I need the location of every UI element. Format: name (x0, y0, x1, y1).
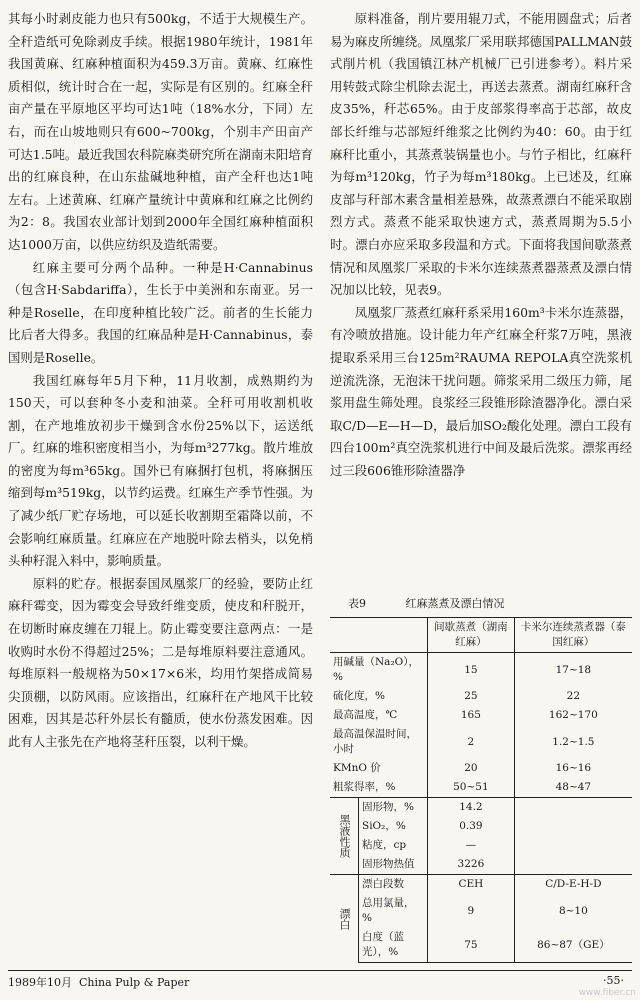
table-row (330, 725, 632, 759)
cell-kamyr: 48~47 (514, 778, 632, 798)
table-row (330, 836, 632, 855)
row-label: 用碱量（Na₂O），% (333, 656, 420, 683)
paragraph: 其每小时剥皮能力也只有500kg，不适于大规模生产。全秆造纸可免除剥皮手续。根据1980年统计，1981年我国黄麻、红麻种植面积为459.3万亩。黄麻、红麻性质相似，统计时合在一起，实际是有区别的。红麻全秆亩产量在平原地区平均可达1吨（18%水分，下同）左右，而在山坡地则只有600~700kg，个别丰产田亩产可达1.5吨。最近我国农科院麻类研究所在湖南未阳培育出的红麻良种，在山东盐碱地种植，亩产全秆也达1吨左右。上述黄麻、红麻产量统计中黄麻和红麻之比例约为2：8。我国农业部计划到2000年全国红麻种植面积达1000万亩，以供应纺织及造纸需要。 (8, 11, 313, 252)
paragraph: 原料的贮存。根据泰国凤凰浆厂的经验，要防止红麻秆霉变，因为霉变会导致纤维变质，使皮和秆脱开，在切断时麻皮缠在刀辊上。防止霉变要注意两点：一是收购时水份不得超过25%；二是每堆原料要注意通风。每堆原料一般规格为50×17×6米，均用竹架搭成简易尖顶棚，以防风雨。应该指出，红麻秆在产地风干比较困难，因其是芯秆外层长有髓质，使水份蒸发困难。因此有人主张先在产地将茎秆压裂，以利干燥。 (8, 575, 313, 749)
cell-kamyr (514, 817, 632, 836)
table-row (330, 817, 632, 836)
watermark: www.fiber.cn (578, 988, 636, 998)
table-row (330, 894, 632, 928)
table-row (330, 653, 632, 688)
column-header-batch: 间歇蒸煮（湖南红麻） (428, 618, 515, 653)
row-group-label: 黑液性质 (330, 798, 359, 875)
table-row (330, 687, 632, 706)
cell-kamyr (514, 836, 632, 855)
row-group-label: 漂白 (330, 875, 359, 963)
row-label: 漂白段数 (359, 875, 428, 895)
cell-batch: — (428, 836, 515, 855)
right-text-column (330, 8, 632, 482)
table-title: 红麻蒸煮及漂白情况 (405, 597, 505, 610)
column-header-kamyr: 卡米尔连续蒸煮器（泰国红麻） (514, 618, 632, 653)
row-label: 最高温保温时间，小时 (333, 728, 417, 755)
paragraph: 红麻主要可分两个品种。一种是H·Cannabinus（包含H·Sabdariffa），生长于中美洲和东南亚。另一种是Roselle，在印度种植比较广泛。前者的生长能力比后者大得多。我国的红麻品种是H·Cannabinus，泰国则是Roselle。 (8, 259, 313, 365)
row-label: 固形物热值 (362, 858, 415, 870)
paragraph: 原料准备，削片要用辊刀式，不能用圆盘式；后者易为麻皮所缠绕。凤凰浆厂采用联邦德国PALLMAN鼓式削片机（我国镇江林产机械厂已引进参考）。料片采用转鼓式除尘机除去泥土，再送去蒸煮。湖南红麻秆含皮35%，秆芯65%。由于皮部浆得率高于芯部，故皮部长纤维与芯部短纤维浆之比例约为40：60。由于红麻秆比重小，其蒸煮装锅量也小。与竹子相比，红麻秆为每m³120kg，竹子为每m³180kg。上已述及，红麻皮部与秆部木素含量相差悬殊，故蒸煮漂白不能采取剧烈方式。蒸煮不能采取快速方式，蒸煮周期为5.5小时。漂白亦应采取多段温和方式。下面将我国间歇蒸煮情况和凤凰浆厂采取的卡米尔连续蒸煮器蒸煮及漂白情况加以比较，见表9。 (330, 11, 632, 298)
cell-kamyr: 162~170 (514, 706, 632, 725)
cell-kamyr (514, 855, 632, 875)
cell-kamyr: 8~10 (514, 894, 632, 928)
cell-batch: CEH (428, 875, 515, 895)
table-row (330, 855, 632, 875)
footer-issue: 1989年10月 China Pulp & Paper (8, 976, 190, 989)
cell-kamyr: 22 (514, 687, 632, 706)
cell-batch: 15 (428, 653, 515, 688)
cell-batch: 9 (428, 894, 515, 928)
table-row (330, 875, 632, 895)
cell-kamyr (514, 798, 632, 818)
cell-kamyr: C/D-E-H-D (514, 875, 632, 895)
row-label: 总用氯量，% (362, 897, 415, 924)
cell-kamyr: 17~18 (514, 653, 632, 688)
cell-kamyr: 86~87（GE） (514, 928, 632, 963)
cell-kamyr: 16~16 (514, 759, 632, 778)
row-label: 粗浆得率，% (333, 781, 396, 793)
cell-batch: 0.39 (428, 817, 515, 836)
row-label: 固形物，% (359, 798, 428, 818)
row-label: SiO₂，% (362, 820, 406, 832)
cell-batch: 14.2 (428, 798, 515, 818)
table-row (330, 759, 632, 778)
table-row (330, 706, 632, 725)
page-number: ·55· (603, 974, 624, 987)
cooking-bleaching-table (330, 617, 632, 963)
row-label: 粘度，cp (362, 839, 407, 851)
table-number: 表9 (348, 597, 366, 610)
table-row (330, 778, 632, 798)
cell-batch: 75 (428, 928, 515, 963)
page-footer (8, 970, 632, 990)
cell-batch: 25 (428, 687, 515, 706)
cell-kamyr: 1.2~1.5 (514, 725, 632, 759)
cell-batch: 20 (428, 759, 515, 778)
table-header-blank (330, 618, 428, 653)
cell-batch: 50~51 (428, 778, 515, 798)
row-label: 硫化度，% (333, 690, 385, 702)
paragraph: 凤凰浆厂蒸煮红麻秆系采用160m³卡米尔连蒸器，有冷喷放措施。设计能力年产红麻全秆浆7万吨，黑液提取系采用三台125m²RAUMA REPOLA真空洗浆机逆流洗涤，无泡沫干扰问题。筛浆采用二级压力筛，尾浆用盘生筛处理。良浆经三段锥形除渣器净化。漂白采取C/D—E—H—D，最后加SO₂酸化处理。漂白工段有四台100m²真空洗浆机进行中间及最后洗浆。漂浆再经过三段606锥形除渣器净 (330, 304, 632, 478)
cell-batch: 3226 (428, 855, 515, 875)
paragraph: 我国红麻每年5月下种，11月收割，成熟期约为150天，可以套种冬小麦和油菜。全秆可用收割机收割，在产地堆放初步干燥到含水份25%以下，运送纸厂。红麻的堆积密度相当小，为每m³277kg。散片堆放的密度为每m³65kg。国外已有麻捆打包机，将麻捆压缩到每m³519kg，以节约运费。红麻生产季节性强。为了减少纸厂贮存场地，可以延长收割期至霜降以前，不会影响红麻质量。红麻应在产地脱叶除去梢头，以免梢头种籽混入料中，影响质量。 (8, 372, 313, 569)
cell-batch: 2 (428, 725, 515, 759)
table-9 (330, 595, 632, 963)
table-row (330, 798, 632, 818)
table-row (330, 928, 632, 963)
row-label: 白度（蓝光），% (359, 928, 428, 963)
table-caption (330, 595, 632, 611)
cell-batch: 165 (428, 706, 515, 725)
row-label: 最高温度，℃ (333, 709, 398, 721)
left-text-column (8, 8, 313, 754)
row-label: KMnO 价 (333, 762, 381, 774)
